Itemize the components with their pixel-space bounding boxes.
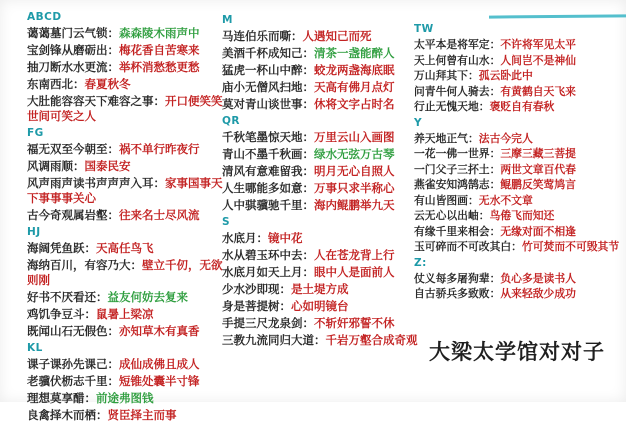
couplet-question: 莫对青山谈世事： xyxy=(222,97,314,111)
couplet-answer: 蛟龙两盏海底眠 xyxy=(314,63,395,77)
couplet-answer: 短锥处囊半寸锋 xyxy=(119,374,200,388)
couplet-item xyxy=(414,178,626,192)
couplet-item xyxy=(222,282,420,297)
couplet-question: 海纳百川，有容乃大： xyxy=(27,258,142,272)
couplet-answer: 无水不文章 xyxy=(478,193,533,207)
couplet-question: 千秋笔墨惊天地： xyxy=(222,130,314,144)
couplet-item xyxy=(414,240,626,254)
couplet-question: 青山不墨千秋画： xyxy=(222,147,314,161)
couplet-question: 海阔凭鱼跃： xyxy=(27,241,96,255)
couplet-item xyxy=(222,198,420,213)
couplet-question: 水底月如天上月： xyxy=(222,265,314,279)
couplet-question: 太平本是将军定： xyxy=(414,38,501,51)
couplet-question: 云无心以出岫： xyxy=(414,209,490,222)
couplet-question: 养天地正气： xyxy=(414,131,479,145)
couplet-question: 课子课孙先课己： xyxy=(27,357,119,371)
couplet-answer: 人遇知己而死 xyxy=(302,29,372,43)
couplet-answer: 万事只求半称心 xyxy=(314,181,395,195)
couplet-question: 庙小无僧风扫地： xyxy=(222,80,314,94)
couplet-question: 东南西北： xyxy=(27,77,85,91)
couplet-item xyxy=(222,181,420,196)
couplet-question: 猛虎一杯山中醉： xyxy=(222,63,314,77)
couplet-item xyxy=(27,374,225,389)
couplet-item xyxy=(414,209,626,223)
couplet-item xyxy=(414,132,626,146)
couplet-question: 问青牛何人骑去： xyxy=(414,84,501,98)
couplet-item xyxy=(27,241,225,256)
couplet-answer: 明月无心自照人 xyxy=(314,164,395,178)
couplet-item xyxy=(27,208,225,223)
couplet-question: 既闻山石无假色： xyxy=(27,324,119,338)
couplet-item xyxy=(414,272,626,286)
couplet-item xyxy=(27,391,225,406)
couplet-answer: 休将文字占时名 xyxy=(314,97,395,111)
couplet-question: 抽刀断水水更流： xyxy=(27,60,119,74)
couplet-answer: 绿水无弦万古琴 xyxy=(314,147,395,161)
couplet-item xyxy=(27,290,225,305)
section-header: KL xyxy=(27,342,43,354)
couplet-question: 少水沙即现： xyxy=(222,282,291,296)
couplet-item xyxy=(222,299,420,314)
couplet-answer: 天高有佛月点灯 xyxy=(314,80,395,94)
couplet-answer: 天高任鸟飞 xyxy=(96,241,154,255)
section-header: ABCD xyxy=(27,11,62,23)
couplet-answer: 有黄鹤自天飞来 xyxy=(500,84,576,98)
couplet-question: 水从碧玉环中去： xyxy=(222,248,314,262)
column-right xyxy=(414,20,626,303)
couplet-item xyxy=(222,46,420,61)
couplet-answer: 人间岂不是神仙 xyxy=(500,53,576,67)
couplet-answer: 三摩三藏三菩提 xyxy=(500,147,576,160)
couplet-item xyxy=(414,194,626,208)
couplet-answer: 壁立千仞，无欲则刚 xyxy=(27,258,223,287)
couplet-answer: 心如明镜台 xyxy=(291,299,349,313)
couplet-item xyxy=(27,307,225,322)
couplet-item xyxy=(414,69,626,83)
couplet-answer: 森森陵木雨声中 xyxy=(119,26,200,40)
couplet-answer: 褒贬自有春秋 xyxy=(489,100,555,113)
couplet-answer: 举杯消愁愁更愁 xyxy=(119,60,200,74)
couplet-item xyxy=(414,225,626,239)
couplet-item xyxy=(27,142,225,157)
couplet-item xyxy=(414,147,626,161)
couplet-answer: 成仙成佛且成人 xyxy=(119,357,200,371)
couplet-item xyxy=(222,29,420,44)
couplet-item xyxy=(414,85,626,99)
couplet-item xyxy=(222,97,420,112)
couplet-question: 马连伯乐而嘶： xyxy=(222,29,303,43)
couplet-answer: 贤臣择主而事 xyxy=(107,408,177,422)
couplet-answer: 梅花香自苦寒来 xyxy=(119,43,200,57)
couplet-question: 一花一佛一世界： xyxy=(414,147,501,160)
section-header: TW xyxy=(414,23,434,35)
couplet-answer: 不斩奸邪誓不休 xyxy=(314,316,395,330)
couplet-item xyxy=(222,316,420,331)
couplet-item xyxy=(222,265,420,280)
couplet-answer: 亦知草木有真香 xyxy=(119,324,200,338)
couplet-answer: 益友何妨去复来 xyxy=(107,290,188,304)
section-header: HJ xyxy=(27,226,41,238)
couplet-item xyxy=(414,100,626,114)
couplet-answer: 竹可焚而不可毁其节 xyxy=(521,240,620,253)
couplet-answer: 海内鲲鹏举九天 xyxy=(314,198,395,212)
couplet-question: 行止无愧天地： xyxy=(414,100,490,113)
couplet-question: 宝剑锋从磨砺出： xyxy=(27,43,119,57)
section-header: QR xyxy=(222,115,241,127)
couplet-question: 天上何曾有山水： xyxy=(414,53,501,67)
couplet-item xyxy=(222,231,420,246)
couplet-item xyxy=(27,324,225,339)
couplet-question: 福无双至今朝至： xyxy=(27,142,119,156)
couplet-answer: 国泰民安 xyxy=(84,159,131,173)
couplet-question: 理想莫享醋： xyxy=(27,391,96,405)
couplet-question: 有山皆图画： xyxy=(414,193,479,207)
section-header: Y xyxy=(414,116,423,129)
couplet-item xyxy=(414,163,626,177)
couplet-answer: 法古今完人 xyxy=(478,131,533,145)
section-header: S xyxy=(222,216,231,228)
couplet-item xyxy=(27,60,225,75)
couplet-answer: 前途弗图钱 xyxy=(96,391,154,405)
couplet-item xyxy=(222,63,420,78)
decorative-line xyxy=(489,14,626,18)
couplet-item xyxy=(414,38,626,52)
couplet-answer: 往来名士尽风流 xyxy=(119,208,200,222)
couplet-answer: 从来轻敌少成功 xyxy=(500,287,576,300)
couplet-question: 好书不厌看还： xyxy=(27,290,108,304)
couplet-question: 万山拜其下： xyxy=(414,69,479,82)
couplet-question: 古今奇观属岩壑： xyxy=(27,208,119,222)
couplet-question: 燕雀安知鸿鹄志： xyxy=(414,178,501,191)
couplet-item xyxy=(414,287,626,301)
couplet-question: 身是菩提树： xyxy=(222,299,291,313)
couplet-answer: 鸟倦飞而知还 xyxy=(489,209,555,222)
couplet-question: 自古骄兵多致败： xyxy=(414,287,501,300)
couplet-answer: 眼中人是面前人 xyxy=(314,265,395,279)
couplet-item xyxy=(27,258,225,288)
couplet-question: 人中骐骥驰千里： xyxy=(222,198,314,212)
couplet-question: 老骥伏枥志千里： xyxy=(27,374,119,388)
couplet-answer: 鲲鹏反笑莺鸠言 xyxy=(500,178,576,191)
couplet-answer: 清茶一盏能醉人 xyxy=(314,46,395,60)
couplet-question: 手提三尺龙泉剑： xyxy=(222,316,314,330)
couplet-answer: 祸不单行昨夜行 xyxy=(119,142,200,156)
couplet-item xyxy=(222,164,420,179)
section-header: M xyxy=(222,14,233,26)
section-header: Z: xyxy=(414,256,427,269)
couplet-item xyxy=(222,333,420,348)
couplet-item xyxy=(27,77,225,92)
couplet-item xyxy=(222,130,420,145)
couplet-question: 风声雨声读书声声声入耳： xyxy=(27,176,165,190)
couplet-question: 良禽择木而栖： xyxy=(27,408,108,422)
couplet-item xyxy=(222,248,420,263)
couplet-answer: 是土堤方成 xyxy=(291,282,349,296)
document-title: 大梁太学馆对对子 xyxy=(429,340,605,364)
couplet-item xyxy=(27,408,225,423)
couplet-answer: 千岩万壑合成奇观 xyxy=(325,333,418,347)
couplet-item xyxy=(414,54,626,68)
couplet-question: 鸡饥争豆斗： xyxy=(27,307,96,321)
couplet-item xyxy=(222,80,420,95)
couplet-answer: 春夏秋冬 xyxy=(84,77,131,91)
couplet-question: 清风有意难留我： xyxy=(222,164,314,178)
section-header: FG xyxy=(27,127,44,139)
couplet-item xyxy=(27,357,225,372)
couplet-question: 大肚能容容天下难容之事： xyxy=(27,94,165,108)
couplet-item xyxy=(27,43,225,58)
couplet-item xyxy=(222,147,420,162)
couplet-question: 水底月： xyxy=(222,231,268,245)
column-left xyxy=(27,8,225,425)
couplet-answer: 镜中花 xyxy=(268,231,303,245)
couplet-question: 三教九流同归大道： xyxy=(222,333,326,347)
couplet-answer: 无缘对面不相逢 xyxy=(500,224,576,238)
couplet-answer: 鼠暑上梁凉 xyxy=(96,307,154,321)
couplet-item xyxy=(27,176,225,206)
couplet-item xyxy=(27,26,225,41)
couplet-question: 美酒千杯成知己： xyxy=(222,46,314,60)
couplet-question: 蔼蔼墓门云气锁： xyxy=(27,26,119,40)
couplet-answer: 两世文章百代春 xyxy=(500,162,576,176)
column-middle xyxy=(222,11,420,350)
couplet-question: 玉可碎而不可改其白： xyxy=(414,240,522,253)
couplet-answer: 人在苍龙背上行 xyxy=(314,248,395,262)
couplet-question: 仗义每多屠狗辈： xyxy=(414,271,501,285)
couplet-item xyxy=(27,94,225,124)
couplet-question: 人生哪能多如意： xyxy=(222,181,314,195)
couplet-item xyxy=(27,159,225,174)
couplet-question: 有缘千里来相会： xyxy=(414,224,501,238)
couplet-answer: 孤云卧此中 xyxy=(478,69,533,82)
couplet-answer: 负心多是读书人 xyxy=(500,271,576,285)
couplet-answer: 家事国事天下事事事关心 xyxy=(27,176,223,205)
couplet-question: 一门父子三抔土： xyxy=(414,162,501,176)
couplet-answer: 万里云山入画图 xyxy=(314,130,395,144)
couplet-question: 风调雨顺： xyxy=(27,159,85,173)
couplet-answer: 开口便笑笑世间可笑之人 xyxy=(27,94,223,123)
couplet-answer: 不许将军见太平 xyxy=(500,38,576,51)
